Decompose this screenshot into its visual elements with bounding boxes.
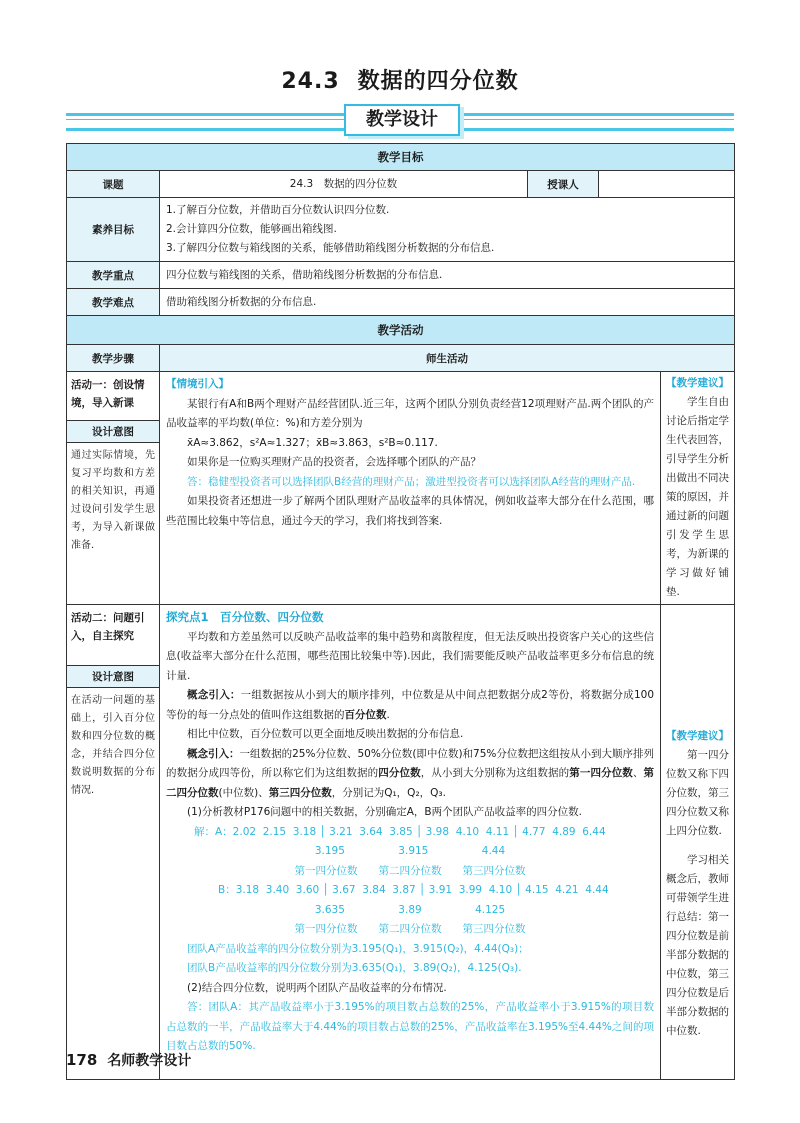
suggestion-text: 第一四分位数又称下四分位数，第三四分位数又称上四分位数. (666, 749, 730, 837)
design-intent-label: 设计意图 (67, 420, 159, 443)
steps-column-header: 教学步骤 (67, 345, 160, 372)
activity2-title: 活动二：问题引入，自主探究 (71, 612, 145, 642)
lesson-plan-table (66, 143, 735, 1080)
answer-b-data: B：3.18 3.40 3.60 │ 3.67 3.84 3.87 │ 3.91 3.99 4.10 │ 4.15 4.21 4.44 (218, 884, 609, 896)
answer-a-data: 解：A：2.02 2.15 3.18 │ 3.21 3.64 3.85 │ 3.98 4.10 4.11 │ 4.77 4.89 6.44 (194, 825, 606, 838)
design-intent-label: 设计意图 (67, 665, 159, 688)
banner-label: 教学设计 (344, 104, 460, 136)
teacher-column-header: 师生活动 (160, 345, 735, 372)
activity2-design-text: 在活动一问题的基础上，引入百分位数和四分位数的概念，并结合四分位数说明数据的分布情况. (71, 695, 155, 796)
concept-term: 第三四分位数 (268, 786, 332, 799)
quartile-labels: 第一四分位数 第二四分位数 第三四分位数 (294, 864, 526, 877)
result-a: 团队A产品收益率的四分位数分别为3.195(Q₁)，3.915(Q₂)，4.44(Q₃)； (187, 942, 529, 955)
section-number: 24.3 (281, 69, 340, 94)
section-banner (66, 104, 734, 134)
concept-label: 概念引入： (187, 689, 241, 701)
activity1-design-text: 通过实际情境，先复习平均数和方差的相关知识，再通过设问引发学生思考，为导入新课做准备. (71, 450, 155, 551)
activity2-paragraph: 平均数和方差虽然可以反映产品收益率的集中趋势和离散程度，但无法反映出投资客户关心的这些信息(收益率大部分在什么范围，哪些范围比较集中等).因此，我们需要能反映产品收益率更多分布信息的统计量. (166, 630, 654, 682)
objectives-header: 教学目标 (67, 144, 735, 171)
teacher-value (599, 171, 735, 198)
activity2-paragraph: 相比中位数，百分位数可以更全面地反映出数据的分布信息. (187, 728, 464, 740)
literacy-label: 素养目标 (67, 198, 160, 262)
result-b: 团队B产品收益率的四分位数分别为3.635(Q₁)，3.89(Q₂)，4.125(Q₃). (187, 962, 522, 974)
concept2: 概念引入：一组数据的25%分位数、50%分位数(即中位数)和75%分位数把这组按从小到大顺序排列的数据分成四等份，所以称它们为这组数据的四分位数，从小到大分别称为这组数据的第一四分位数、第二四分位数(中位数)、第三四分位数，分别记为Q₁，Q₂，Q₃. (166, 747, 655, 799)
difficult-value: 借助箱线图分析数据的分布信息. (160, 289, 735, 316)
topic-label: 课题 (67, 171, 160, 198)
activity2-suggestion (661, 605, 735, 1080)
answer-a-values: 3.195 3.915 4.44 (314, 845, 506, 857)
concept-term: 第一四分位数 (569, 767, 633, 779)
activity1-suggestion (661, 372, 735, 605)
concept-text: 一组数据按从小到大的顺序排列，中位数是从中间点把数据分成2等份，将数据分成100等份的每一分点处的值叫作这组数据的 (166, 689, 654, 721)
concept-text: ，从小到大分别称为这组数据的 (420, 767, 570, 779)
concept-label: 概念引入： (187, 747, 240, 760)
suggestion-tag: 【教学建议】 (666, 730, 729, 742)
activity1-answer: 答：稳健型投资者可以选择团队B经营的理财产品；激进型投资者可以选择团队A经营的理财产品. (187, 475, 636, 488)
concept-term: 第二四分位数 (166, 767, 655, 799)
variance-formula: x̄A≈3.862，s²A≈1.327；x̄B≈3.863，s²B≈0.117. (187, 436, 438, 449)
activity1-paragraph: 某银行有A和B两个理财产品经营团队.近三年，这两个团队分别负责经营12项理财产品.两个团队的产品收益率的平均数(单位：%)和方差分别为 (166, 397, 654, 429)
literacy-item: 2.会计算四分位数，能够画出箱线图. (166, 223, 337, 235)
concept-text: ，分别记为Q₁，Q₂，Q₃. (331, 786, 446, 799)
book-title: 名师教学设计 (107, 1053, 192, 1069)
activity1-paragraph: 如果投资者还想进一步了解两个团队理财产品收益率的具体情况，例如收益率大部分在什么范围，哪些范围比较集中等信息，通过今天的学习，我们将找到答案. (166, 495, 654, 527)
literacy-item: 1.了解百分位数，并借助百分位数认识四分位数. (166, 204, 390, 216)
key-value: 四分位数与箱线图的关系，借助箱线图分析数据的分布信息. (160, 262, 735, 289)
concept-text: 一组数据的25%分位数、50%分位数(即中位数)和75%分位数把这组按从小到大顺序排列的数据分成四等份，所以称它们为这组数据的 (166, 747, 654, 779)
teacher-label: 授课人 (528, 171, 599, 198)
concept-text: (中位数)、 (218, 786, 269, 799)
page-number: 178 (66, 1051, 98, 1069)
page-footer (66, 1050, 191, 1070)
question-2: (2)结合四分位数，说明两个团队产品收益率的分布情况. (187, 981, 447, 994)
activities-header: 教学活动 (67, 316, 735, 345)
answer-b-values: 3.635 3.89 4.125 (314, 903, 506, 916)
activity2-steps (67, 605, 160, 1080)
activity2-content (160, 605, 661, 1080)
difficult-label: 教学难点 (67, 289, 160, 316)
concept1: 概念引入：一组数据按从小到大的顺序排列，中位数是从中间点把数据分成2等份，将数据分成100等份的每一分点处的值叫作这组数据的百分位数. (166, 689, 654, 721)
activity1-title: 活动一：创设情境，导入新课 (71, 379, 145, 409)
literacy-goals (160, 198, 735, 262)
activity1-question: 如果你是一位购买理财产品的投资者，会选择哪个团队的产品？ (187, 456, 481, 468)
concept-term: 四分位数 (378, 767, 421, 779)
page-title (0, 64, 800, 95)
topic-value: 24.3 数据的四分位数 (160, 171, 528, 198)
question-1: (1)分析教材P176问题中的相关数据，分别确定A，B两个团队产品收益率的四分位数. (187, 806, 582, 818)
activity1-content (160, 372, 661, 605)
suggestion-text: 学生自由讨论后指定学生代表回答，引导学生分析出做出不同决策的原因，并通过新的问题引发学生思考，为新课的学习做好铺垫. (666, 396, 730, 598)
section-title: 数据的四分位数 (357, 69, 519, 94)
scenario-tag: 【情境引入】 (166, 378, 229, 390)
suggestion-text: 学习相关概念后，教师可带领学生进行总结：第一四分位数是前半部分数据的中位数，第三四分位数是后半部分数据的中位数. (666, 854, 730, 1037)
quartile-labels: 第一四分位数 第二四分位数 第三四分位数 (294, 923, 526, 935)
explore-point-title: 探究点1 百分位数、四分位数 (166, 610, 324, 624)
concept-term: 百分位数 (344, 708, 387, 721)
key-label: 教学重点 (67, 262, 160, 289)
suggestion-tag: 【教学建议】 (666, 377, 729, 389)
answer-2: 答：团队A：其产品收益率小于3.195%的项目数占总数的25%，产品收益率小于3.915%的项目数占总数的一半，产品收益率大于4.44%的项目数占总数的25%，产品收益率在3.195%至4.44%之间的项目数占总数的50%. (166, 1001, 654, 1052)
literacy-item: 3.了解四分位数与箱线图的关系，能够借助箱线图分析数据的分布信息. (166, 242, 495, 254)
activity1-steps (67, 372, 160, 605)
